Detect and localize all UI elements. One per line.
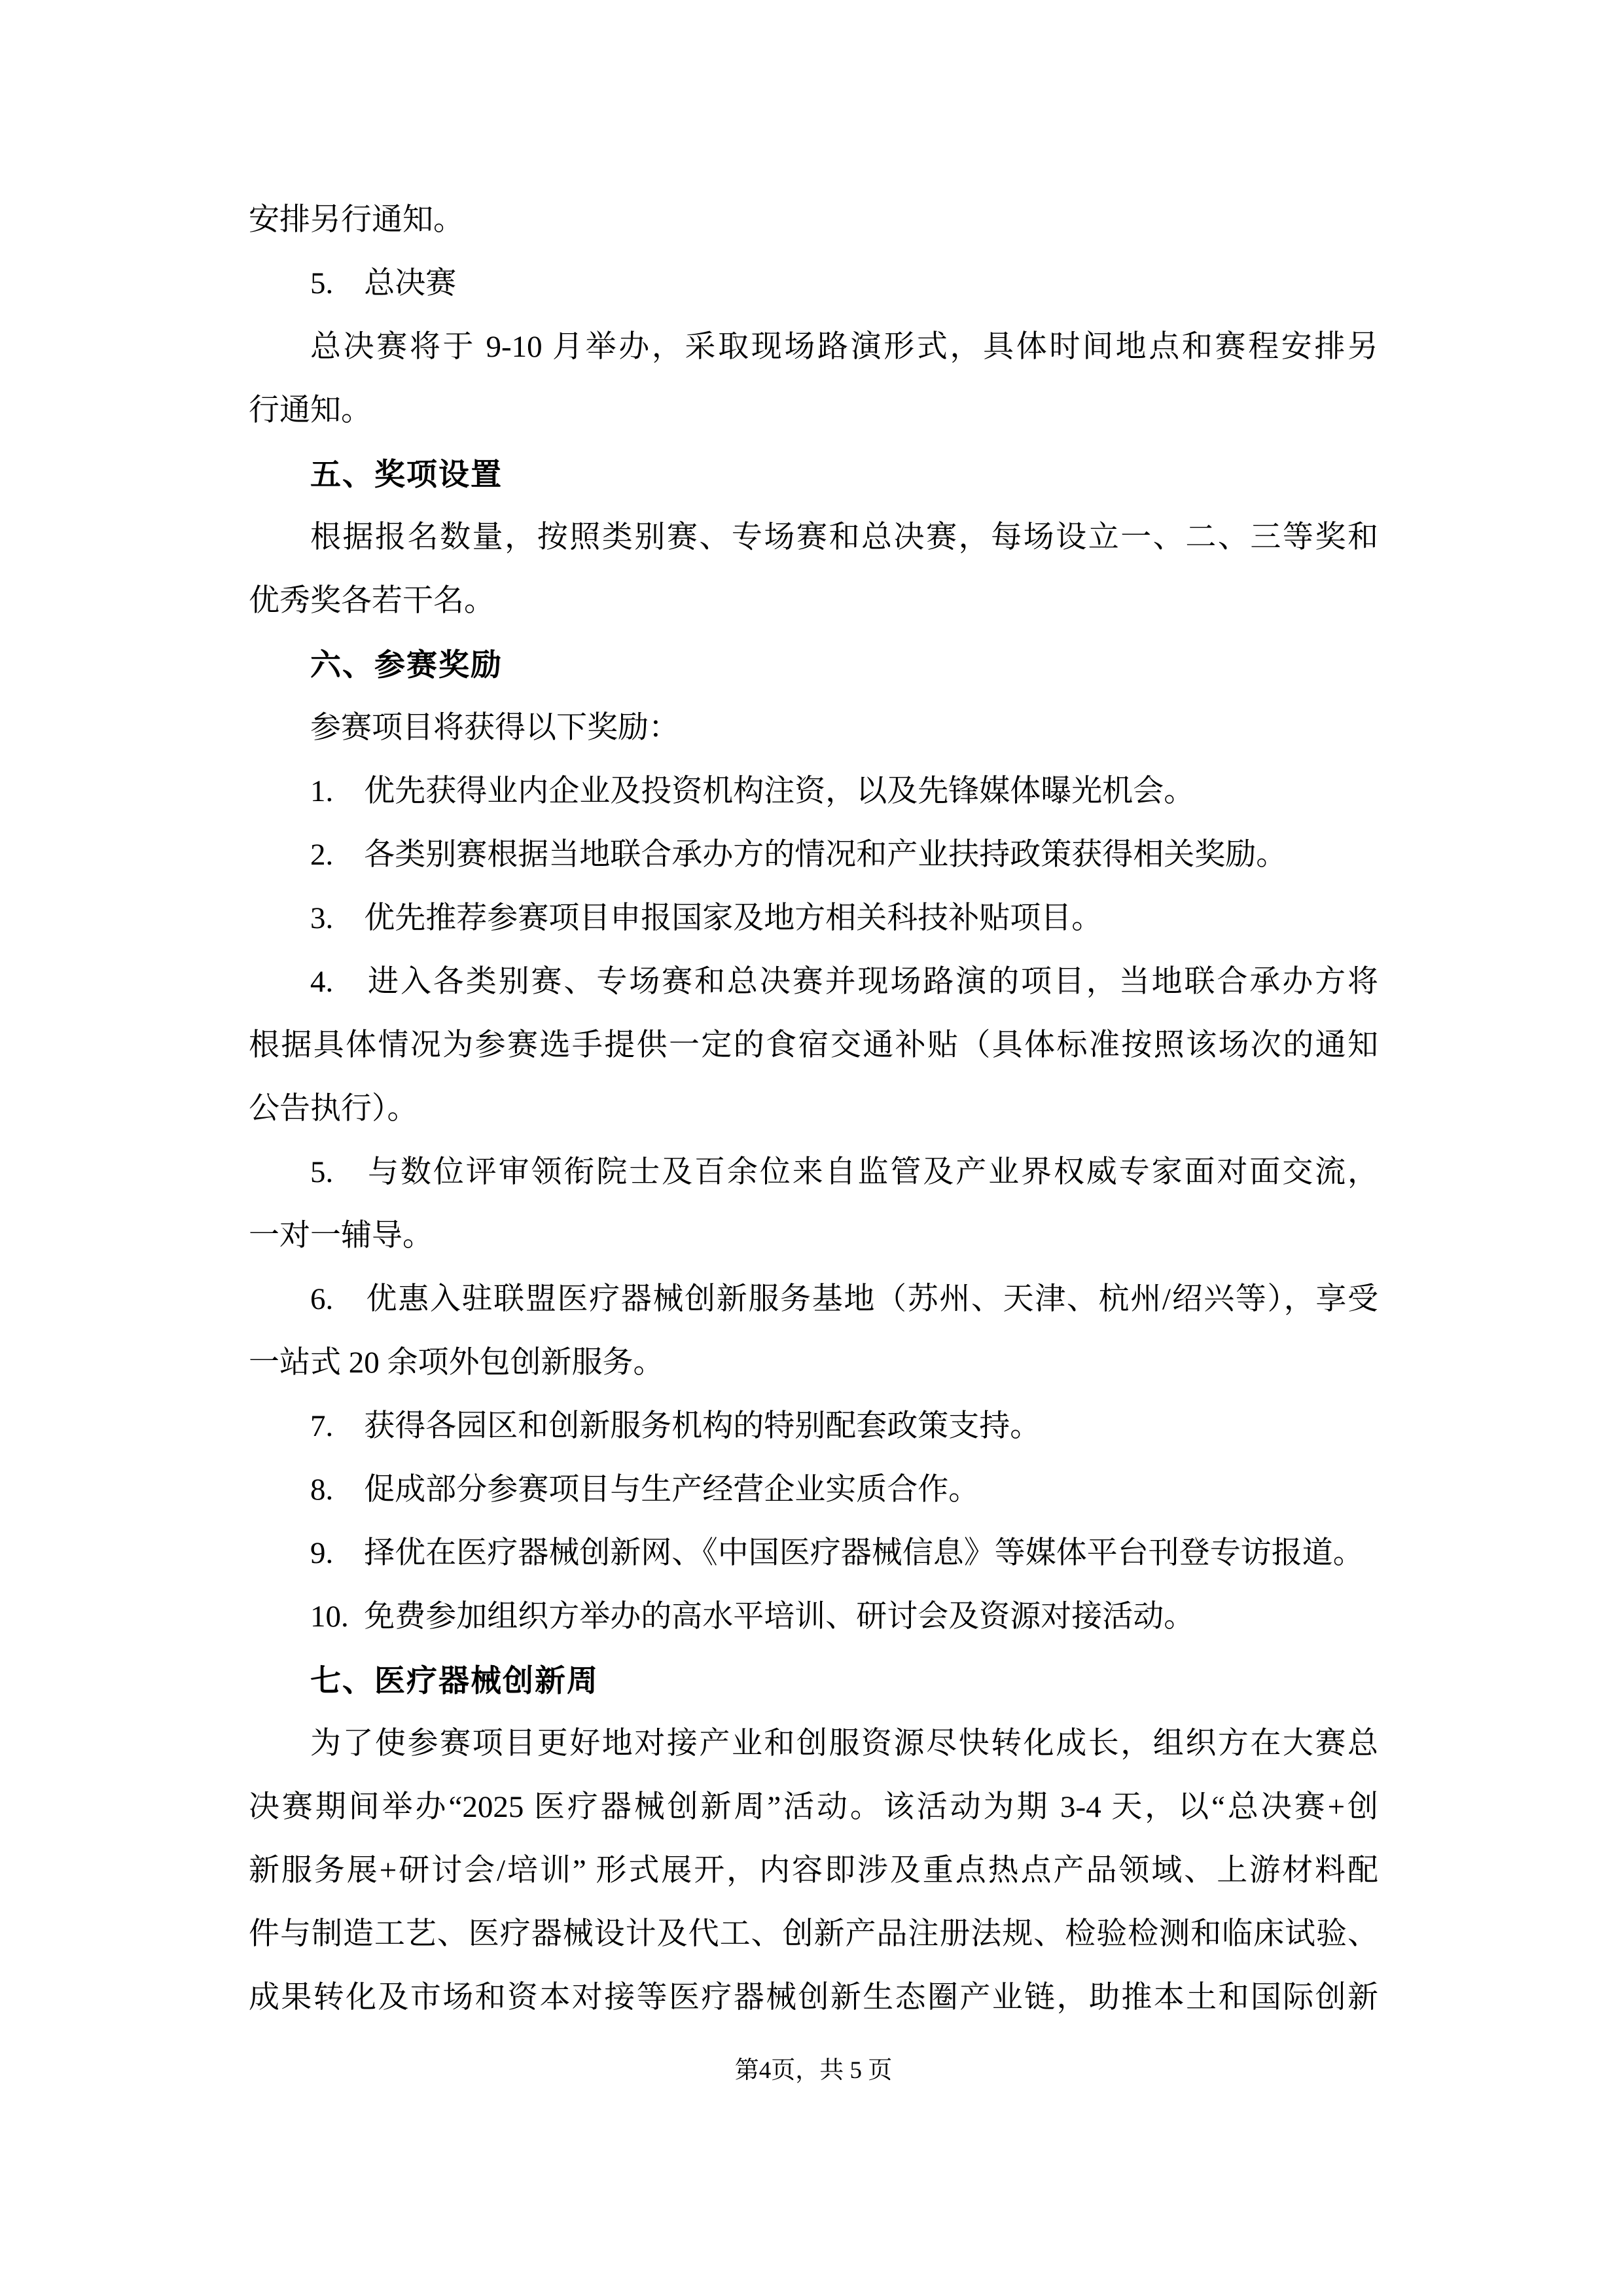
text-line: 成果转化及市场和资本对接等医疗器械创新生态圈产业链，助推本土和国际创新: [249, 1981, 1378, 2015]
text-line: 参赛项目将获得以下奖励：: [310, 711, 679, 745]
text-line: 5. 总决赛: [310, 266, 457, 300]
text-line: 为了使参赛项目更好地对接产业和创服资源尽快转化成长，组织方在大赛总: [310, 1727, 1378, 1761]
text-line: 9. 择优在医疗器械创新网、《中国医疗器械信息》等媒体平台刊登专访报道。: [310, 1536, 1364, 1570]
text-line: 总决赛将于 9-10 月举办，采取现场路演形式，具体时间地点和赛程安排另: [310, 330, 1378, 364]
text-line: 根据具体情况为参赛选手提供一定的食宿交通补贴（具体标准按照该场次的通知: [249, 1028, 1378, 1062]
text-line: 7. 获得各园区和创新服务机构的特别配套政策支持。: [310, 1409, 1041, 1443]
text-line: 件与制造工艺、医疗器械设计及代工、创新产品注册法规、检验检测和临床试验、: [249, 1917, 1378, 1951]
text-line: 优秀奖各若干名。: [249, 584, 495, 618]
text-line: 6. 优惠入驻联盟医疗器械创新服务基地（苏州、天津、杭州/绍兴等），享受: [310, 1282, 1378, 1316]
section-heading: 六、参赛奖励: [310, 647, 503, 682]
text-line: 5. 与数位评审领衔院士及百余位来自监管及产业界权威专家面对面交流，: [310, 1155, 1378, 1189]
text-line: 决赛期间举办“2025 医疗器械创新周”活动。该活动为期 3-4 天，以“总决赛+创: [249, 1790, 1378, 1824]
text-line: 10. 免费参加组织方举办的高水平培训、研讨会及资源对接活动。: [310, 1600, 1195, 1634]
text-line: 4. 进入各类别赛、专场赛和总决赛并现场路演的项目，当地联合承办方将: [310, 965, 1378, 999]
text-line: 行通知。: [249, 393, 372, 427]
text-line: 安排另行通知。: [249, 203, 464, 237]
text-line: 8. 促成部分参赛项目与生产经营企业实质合作。: [310, 1473, 980, 1507]
text-line: 公告执行）。: [249, 1092, 418, 1126]
text-line: 1. 优先获得业内企业及投资机构注资，以及先锋媒体曝光机会。: [310, 774, 1195, 808]
text-line: 根据报名数量，按照类别赛、专场赛和总决赛，每场设立一、二、三等奖和: [310, 520, 1378, 554]
text-line: 2. 各类别赛根据当地联合承办方的情况和产业扶持政策获得相关奖励。: [310, 838, 1287, 872]
text-line: 新服务展+研讨会/培训” 形式展开，内容即涉及重点热点产品领域、上游材料配: [249, 1854, 1378, 1888]
section-heading: 五、奖项设置: [310, 457, 503, 492]
text-line: 一对一辅导。: [249, 1219, 433, 1253]
text-line: 一站式 20 余项外包创新服务。: [249, 1346, 664, 1380]
page-number-footer: 第4页，共 5 页: [734, 2057, 893, 2084]
text-line: 3. 优先推荐参赛项目申报国家及地方相关科技补贴项目。: [310, 901, 1103, 935]
section-heading: 七、医疗器械创新周: [310, 1663, 599, 1698]
document-body: [249, 188, 1378, 2030]
